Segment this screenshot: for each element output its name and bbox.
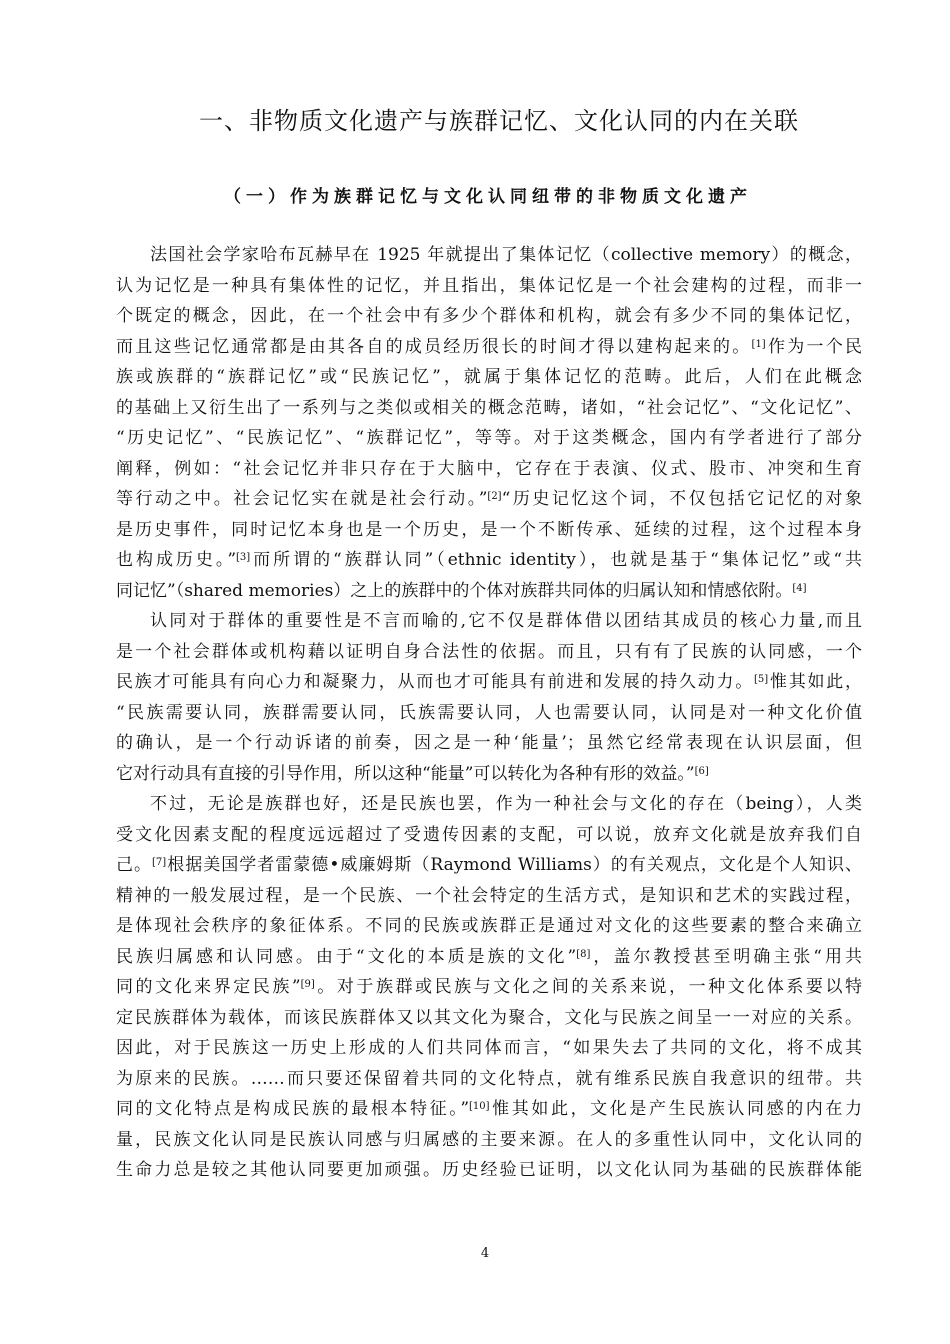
text-run: 法国社会学家哈布瓦赫早在 1925 年就提出了集体记忆（collective memory）的概念，	[150, 245, 862, 265]
text-run: 是历史事件，同时记忆本身也是一个历史，是一个不断传承、延续的过程，这个过程本身	[116, 519, 862, 540]
text-run: 同记忆”（shared memories）之上的族群中的个体对族群共同体的归属认知和情感依附。	[116, 580, 793, 601]
text-run: 受文化因素支配的程度远远超过了受遗传因素的支配，可以说，放弃文化就是放弃我们自	[116, 824, 862, 845]
text-line	[116, 240, 862, 271]
text-run: 作为一个民	[765, 336, 862, 357]
text-run: 族或族群的“族群记忆”或“民族记忆”，就属于集体记忆的范畴。此后，人们在此概念	[116, 367, 862, 387]
text-line	[116, 362, 862, 393]
citation-marker: [4]	[792, 582, 807, 594]
text-run: 的基础上又衍生出了一系列与之类似或相关的概念范畴，诸如，“社会记忆”、“文化记忆”、	[116, 397, 862, 418]
text-line	[116, 454, 862, 485]
text-run: “民族需要认同，族群需要认同，氏族需要认同，人也需要认同，认同是对一种文化价值	[116, 702, 862, 723]
text-run: 同的文化来界定民族”	[116, 977, 301, 997]
text-run: 定民族群体为载体，而该民族群体又以其文化为聚合，文化与民族之间呈一一对应的关系。	[116, 1007, 862, 1028]
text-line	[116, 667, 862, 698]
text-run: 。对于族群或民族与文化之间的关系来说，一种文化体系要以特	[314, 977, 862, 997]
text-line	[116, 301, 862, 332]
citation-marker: [7]	[152, 857, 167, 868]
page-number: 4	[480, 1246, 490, 1261]
text-run: 而所谓的“族群认同”（ethnic identity），也就是基于“集体记忆”或“共	[250, 550, 862, 570]
text-line	[116, 393, 862, 424]
text-line	[116, 1094, 862, 1125]
text-line	[116, 484, 862, 515]
citation-marker: [10]	[469, 1101, 490, 1112]
text-line	[116, 789, 862, 820]
text-line	[116, 423, 862, 454]
text-run: 也构成历史。”	[116, 550, 237, 570]
citation-marker: [2]	[487, 491, 502, 502]
text-run: 而且这些记忆通常都是由其各自的成员经历很长的时间才得以建构起来的。	[116, 336, 752, 357]
text-line	[116, 1125, 862, 1156]
text-line	[116, 1064, 862, 1095]
text-run: 民族才可能具有向心力和凝聚力，从而也才可能具有前进和发展的持久动力。	[116, 672, 755, 692]
text-run: 等行动之中。社会记忆实在就是社会行动。”	[116, 489, 488, 509]
text-run: 不过，无论是族群也好，还是民族也罢，作为一种社会与文化的存在（being），人类	[150, 794, 862, 814]
text-run: “历史记忆这个词，不仅包括它记忆的对象	[501, 489, 862, 509]
text-run: 根据美国学者雷蒙德•威廉姆斯（Raymond Williams）的有关观点，文化是个人知识、	[166, 855, 862, 875]
text-run: 是体现社会秩序的象征体系。不同的民族或族群正是通过对文化的这些要素的整合来确立	[116, 916, 862, 936]
text-run: 为原来的民族。……而只要还保留着共同的文化特点，就有维系民族自我意识的纽带。共	[116, 1068, 862, 1089]
text-run: 精神的一般发展过程，是一个民族、一个社会特定的生活方式，是知识和艺术的实践过程，	[116, 885, 862, 906]
text-run: 因此，对于民族这一历史上形成的人们共同体而言，“如果失去了共同的文化，将不成其	[116, 1038, 862, 1058]
text-line	[116, 1155, 862, 1186]
text-run: 它对行动具有直接的引导作用，所以这种“能量”可以转化为各种有形的效益。”	[116, 763, 695, 784]
text-line	[116, 942, 862, 973]
section-title: 一、非物质文化遗产与族群记忆、文化认同的内在关联	[199, 107, 799, 135]
text-run: 量，民族文化认同是民族认同感与归属感的主要来源。在人的多重性认同中，文化认同的	[116, 1129, 862, 1150]
text-run: 个既定的概念，因此，在一个社会中有多少个群体和机构，就会有多少不同的集体记忆，	[116, 306, 862, 326]
text-run: 生命力总是较之其他认同要更加顽强。历史经验已证明，以文化认同为基础的民族群体能	[116, 1160, 862, 1180]
body-text	[116, 240, 862, 1186]
text-line	[116, 1033, 862, 1064]
text-run: 惟其如此，	[768, 672, 862, 692]
text-line	[116, 545, 862, 576]
citation-marker: [5]	[754, 674, 769, 685]
text-line	[116, 850, 862, 881]
text-line	[116, 576, 862, 607]
text-run: ，盖尔教授甚至明确主张“用共	[590, 946, 862, 967]
text-run: 认同对于群体的重要性是不言而喻的,它不仅是群体借以团结其成员的核心力量,而且	[150, 611, 862, 631]
text-line	[116, 1003, 862, 1034]
text-line	[116, 606, 862, 637]
text-line	[116, 972, 862, 1003]
citation-marker: [8]	[576, 948, 591, 960]
text-run: 是一个社会群体或机构藉以证明自身合法性的依据。而且，只有有了民族的认同感，一个	[116, 641, 862, 662]
text-line	[116, 515, 862, 546]
text-line	[116, 698, 862, 729]
text-line	[116, 911, 862, 942]
text-run: 的确认，是一个行动诉诸的前奏，因之是一种‘能量’；虽然它经常表现在认识层面，但	[116, 733, 862, 753]
text-run: “历史记忆”、“民族记忆”、“族群记忆”，等等。对于这类概念，国内有学者进行了部分	[116, 428, 862, 448]
text-run: 民族归属感和认同感。由于“文化的本质是族的文化”	[116, 946, 577, 967]
text-line	[116, 728, 862, 759]
text-line	[116, 881, 862, 912]
citation-marker: [6]	[694, 765, 709, 777]
text-run: 认为记忆是一种具有集体性的记忆，并且指出，集体记忆是一个社会建构的过程，而非一	[116, 275, 862, 296]
text-run: 己。	[116, 855, 153, 875]
text-line	[116, 820, 862, 851]
text-run: 阐释，例如：“社会记忆并非只存在于大脑中，它存在于表演、仪式、股市、冲突和生育	[116, 458, 862, 479]
text-line	[116, 332, 862, 363]
text-run: 惟其如此，文化是产生民族认同感的内在力	[489, 1099, 862, 1119]
citation-marker: [1]	[751, 338, 766, 350]
subsection-title: （一）作为族群记忆与文化认同纽带的非物质文化遗产	[224, 187, 752, 207]
text-line	[116, 637, 862, 668]
text-line	[116, 271, 862, 302]
citation-marker: [9]	[300, 979, 315, 990]
text-run: 同的文化特点是构成民族的最根本特征。”	[116, 1099, 470, 1119]
text-line	[116, 759, 862, 790]
citation-marker: [3]	[236, 552, 251, 563]
